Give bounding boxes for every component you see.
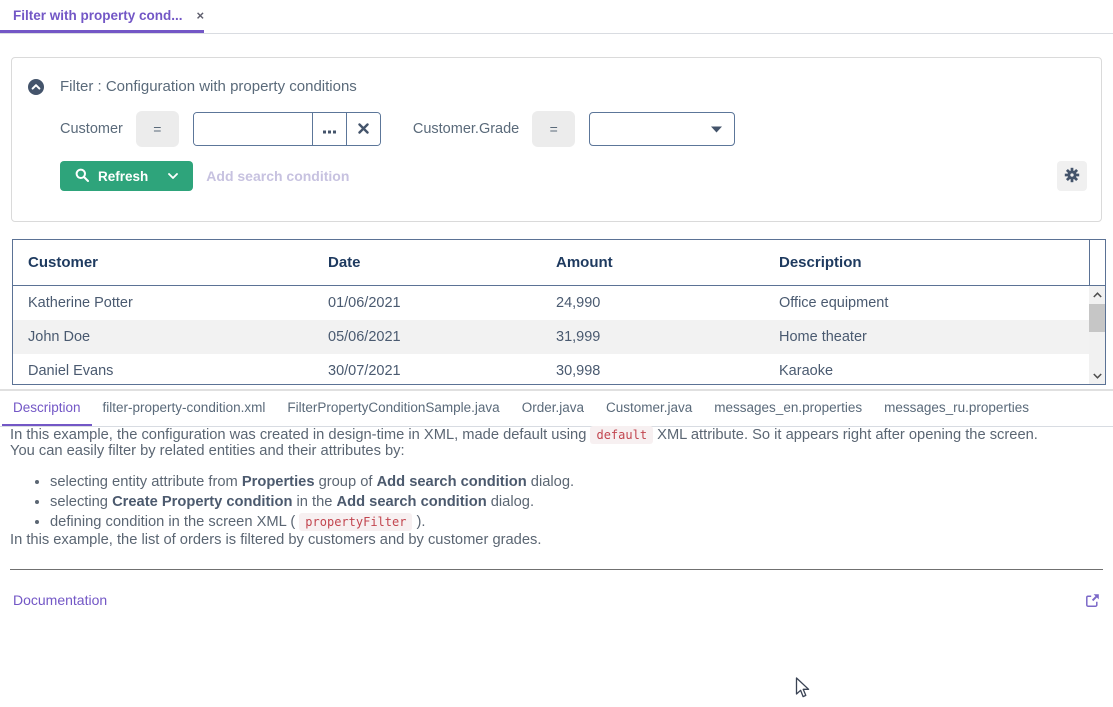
column-header-customer[interactable]: Customer bbox=[28, 254, 99, 271]
table-header bbox=[13, 240, 1105, 286]
column-header-description[interactable]: Description bbox=[779, 254, 862, 271]
column-header-date[interactable]: Date bbox=[328, 254, 361, 271]
cell-date[interactable]: 05/06/2021 bbox=[328, 329, 401, 345]
mouse-cursor bbox=[795, 677, 811, 704]
customer-entity-picker bbox=[193, 112, 381, 146]
tab-messages-en-properties[interactable]: messages_en.properties bbox=[714, 400, 863, 415]
caret-down-icon bbox=[711, 120, 722, 138]
filter-panel bbox=[11, 57, 1102, 222]
lookup-button[interactable] bbox=[312, 113, 346, 145]
source-tab-bar bbox=[0, 391, 1113, 427]
tab-order-java[interactable]: Order.java bbox=[521, 400, 584, 415]
list-item: • defining condition in the screen XML ( propertyFilter ). bbox=[50, 512, 1103, 532]
customer-operator-button[interactable]: = bbox=[136, 111, 179, 147]
refresh-button-label: Refresh bbox=[98, 168, 149, 184]
search-icon bbox=[75, 168, 89, 185]
scroll-down-icon[interactable] bbox=[1089, 367, 1105, 384]
description-content bbox=[0, 427, 1113, 548]
cell-date[interactable]: 30/07/2021 bbox=[328, 363, 401, 379]
paragraph-summary: In this example, the list of orders is filtered by customers and by customer grades. bbox=[10, 532, 542, 548]
chevron-down-icon[interactable] bbox=[168, 173, 178, 179]
cell-amount[interactable]: 24,990 bbox=[556, 295, 601, 311]
refresh-button[interactable] bbox=[60, 161, 193, 191]
howto-list bbox=[10, 472, 1103, 532]
window-tab-title: Filter with property cond... bbox=[13, 7, 183, 23]
tab-customer-java[interactable]: Customer.java bbox=[605, 400, 693, 415]
grade-select[interactable] bbox=[589, 112, 735, 146]
grade-operator-button[interactable]: = bbox=[532, 111, 575, 147]
scroll-up-icon[interactable] bbox=[1089, 286, 1105, 303]
list-item: • selecting entity attribute from Properties group of Add search condition dialog. bbox=[50, 472, 1103, 492]
window-tab-bar bbox=[0, 0, 1113, 34]
footer bbox=[13, 592, 1100, 608]
tab-filter-property-condition-xml[interactable]: filter-property-condition.xml bbox=[102, 400, 266, 415]
cell-customer[interactable]: Katherine Potter bbox=[28, 295, 133, 311]
filter-panel-title: Filter : Configuration with property conditions bbox=[60, 78, 357, 95]
clear-button[interactable] bbox=[346, 113, 380, 145]
filter-actions-row bbox=[60, 161, 1087, 191]
cell-amount[interactable]: 31,999 bbox=[556, 329, 601, 345]
tab-description[interactable]: Description bbox=[2, 391, 92, 426]
paragraph-filter-howto: You can easily filter by related entities and their attributes by: bbox=[10, 443, 405, 459]
cell-description[interactable]: Office equipment bbox=[779, 295, 889, 311]
clear-x-icon bbox=[358, 122, 369, 137]
ellipsis-icon bbox=[323, 122, 336, 137]
filter-settings-button[interactable] bbox=[1057, 161, 1087, 191]
table-row[interactable] bbox=[13, 320, 1105, 354]
condition-grade-label: Customer.Grade bbox=[412, 121, 520, 137]
documentation-link[interactable]: Documentation bbox=[13, 592, 108, 608]
cell-description[interactable]: Home theater bbox=[779, 329, 867, 345]
table-body bbox=[13, 286, 1105, 385]
header-spacer bbox=[1089, 240, 1105, 285]
condition-customer-label: Customer bbox=[60, 121, 123, 137]
tab-messages-ru-properties[interactable]: messages_ru.properties bbox=[884, 400, 1029, 415]
scrollbar-thumb[interactable] bbox=[1089, 304, 1105, 332]
list-item: • selecting Create Property condition in the Add search condition dialog. bbox=[50, 492, 1103, 512]
tab-filterpropertyconditionsample-java[interactable]: FilterPropertyConditionSample.java bbox=[287, 400, 500, 415]
table-row[interactable] bbox=[13, 286, 1105, 320]
cell-date[interactable]: 01/06/2021 bbox=[328, 295, 401, 311]
gear-icon bbox=[1064, 167, 1080, 186]
add-search-condition[interactable]: Add search condition bbox=[206, 168, 350, 184]
window-tab-active[interactable] bbox=[0, 0, 204, 33]
scrollbar-track[interactable] bbox=[1089, 303, 1105, 367]
cell-amount[interactable]: 30,998 bbox=[556, 363, 601, 379]
filter-panel-header bbox=[12, 58, 1101, 95]
cell-description[interactable]: Karaoke bbox=[779, 363, 834, 379]
column-header-amount[interactable]: Amount bbox=[556, 254, 613, 271]
paragraph-intro: In this example, the configuration was created in design-time in XML, made default using default XML attribute. So it appears right after opening the screen. bbox=[10, 427, 1038, 443]
vertical-scrollbar[interactable] bbox=[1089, 286, 1105, 384]
cell-customer[interactable]: Daniel Evans bbox=[28, 363, 114, 379]
footer-divider bbox=[10, 569, 1103, 570]
cell-customer[interactable]: John Doe bbox=[28, 329, 91, 345]
external-link-icon[interactable] bbox=[1085, 593, 1100, 608]
close-icon[interactable]: × bbox=[196, 7, 205, 23]
orders-table bbox=[12, 239, 1106, 385]
table-row[interactable] bbox=[13, 354, 1105, 385]
filter-conditions-row bbox=[60, 111, 1101, 147]
collapse-up-icon[interactable] bbox=[28, 79, 44, 95]
customer-picker-input[interactable] bbox=[194, 113, 312, 145]
